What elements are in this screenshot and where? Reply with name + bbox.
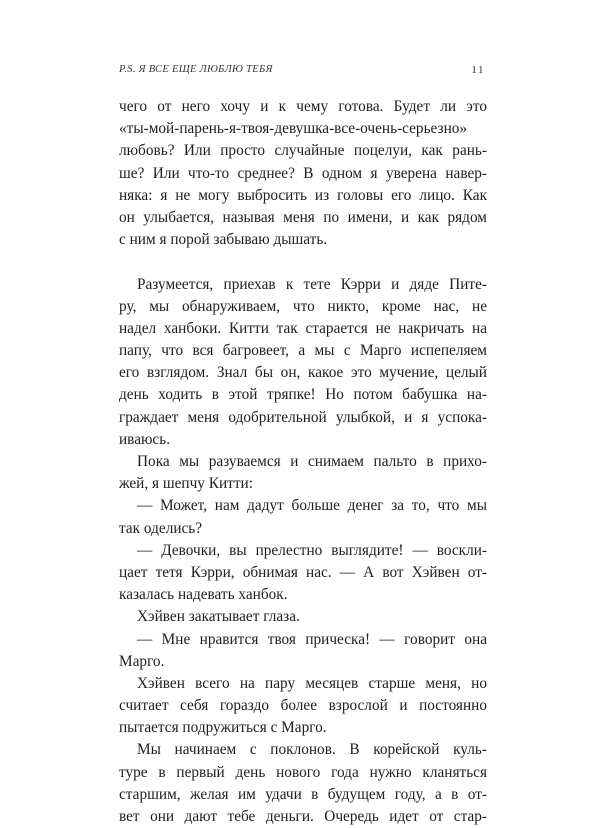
text-line: Мы начинаем с поклонов. В корейской куль- bbox=[137, 741, 487, 759]
text-line: старшим, желая им удачи в будущем году, а в от- bbox=[119, 785, 487, 803]
text-line: любовь? Или просто случайные поцелуи, как рань- bbox=[119, 142, 487, 160]
page-number: 11 bbox=[471, 64, 485, 76]
text-line: считает себя гораздо более взрослой и постоянно bbox=[119, 697, 487, 715]
text-line: Пока мы разуваемся и снимаем пальто в прихо- bbox=[137, 453, 487, 470]
paragraph bbox=[119, 673, 487, 740]
text-line: так оделись? bbox=[119, 519, 203, 537]
text-line: граждает меня одобрительной улыбкой, и я успока- bbox=[119, 408, 487, 426]
text-line: пытается подружиться с Марго. bbox=[119, 719, 327, 737]
text-line: день ходить в этой тряпке! Но потом бабушка на- bbox=[119, 386, 487, 404]
text-line: казалась надевать ханбок. bbox=[119, 586, 288, 604]
text-line: ше? Или что-то среднее? В одном я уверена навер- bbox=[119, 164, 487, 182]
paragraph bbox=[119, 629, 487, 673]
text-line: Хэйвен закатывает глаза. bbox=[137, 608, 300, 626]
text-line: вет они дают тебе деньги. Очередь идет от стар- bbox=[119, 808, 487, 825]
paragraph-gap bbox=[119, 251, 487, 273]
text-line: ру, мы обнаруживаем, что никто, кроме нас, не bbox=[119, 297, 487, 315]
text-line: с ним я порой забываю дышать. bbox=[119, 231, 328, 249]
text-line: Марго. bbox=[119, 652, 165, 670]
paragraph bbox=[119, 739, 487, 828]
paragraph bbox=[119, 606, 487, 628]
running-title: P.S. Я ВСЕ ЕЩЕ ЛЮБЛЮ ТЕБЯ bbox=[119, 64, 273, 75]
paragraph bbox=[119, 540, 487, 607]
text-line: жей, я шепчу Китти: bbox=[119, 475, 253, 493]
text-line: Разумеется, приехав к тете Кэрри и дяде Пите- bbox=[137, 275, 487, 293]
text-line: его взглядом. Знал бы он, какое это мучение, целый bbox=[119, 364, 487, 382]
paragraph bbox=[119, 451, 487, 495]
text-line: «ты-мой-парень-я-твоя-девушка-все-очень-серьезно» bbox=[119, 120, 468, 138]
paragraph bbox=[119, 495, 487, 539]
text-line: иваюсь. bbox=[119, 430, 171, 448]
paragraph bbox=[119, 274, 487, 452]
paragraph bbox=[119, 96, 487, 251]
text-line: надел ханбоки. Китти так старается не накричать на bbox=[119, 319, 487, 337]
text-line: чего от него хочу и к чему готова. Будет ли это bbox=[119, 98, 487, 115]
text-line: — Девочки, вы прелестно выглядите! — воскли- bbox=[137, 541, 487, 559]
text-line: туре в первый день нового года нужно кланяться bbox=[119, 763, 487, 781]
text-line: — Мне нравится твоя прическа! — говорит она bbox=[137, 630, 487, 648]
text-line: няка: я не могу выбросить из головы его лицо. Как bbox=[119, 186, 487, 204]
text-line: он улыбается, называя меня по имени, и как рядом bbox=[119, 208, 487, 226]
body-text bbox=[119, 96, 487, 828]
text-line: папу, что вся багровеет, а мы с Марго испепеляем bbox=[119, 342, 487, 360]
text-line: — Может, нам дадут больше денег за то, что мы bbox=[137, 497, 487, 515]
text-line: цает тетя Кэрри, обнимая нас. — А вот Хэйвен от- bbox=[119, 563, 487, 581]
text-line: Хэйвен всего на пару месяцев старше меня, но bbox=[137, 674, 487, 692]
